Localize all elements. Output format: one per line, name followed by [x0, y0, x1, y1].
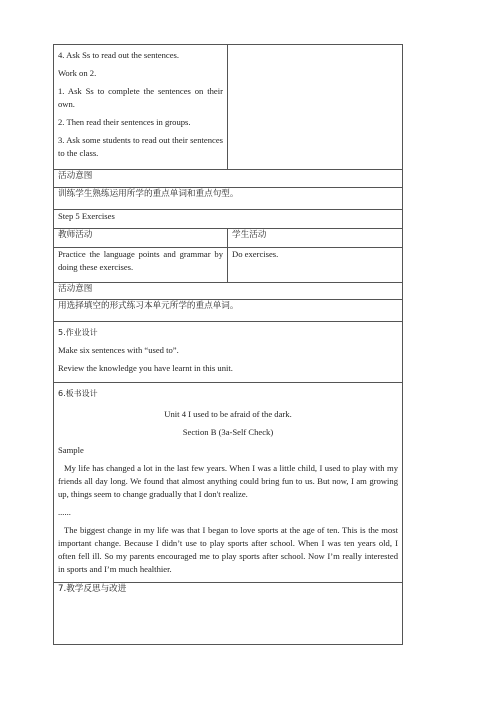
step4-line: 2. Then read their sentences in groups. — [58, 117, 191, 127]
intent1-text-row — [54, 188, 403, 210]
activity-header-row — [54, 229, 403, 248]
step5-title: Step 5 Exercises — [54, 210, 403, 229]
intent2-label-row — [54, 283, 403, 300]
step4-row — [54, 45, 403, 170]
step4-line: 3. Ask some students to read out their sentences to the class. — [58, 135, 223, 158]
student-activity-label: 学生活动 — [228, 229, 403, 248]
activity-intent-label: 活动意图 — [54, 283, 403, 300]
ellipsis: ...... — [58, 507, 71, 517]
intent1-label-row — [54, 170, 403, 188]
homework-label: 5.作业设计 — [58, 328, 98, 337]
step4-line: 4. Ask Ss to read out the sentences. — [58, 50, 180, 60]
activity-intent-text: 用选择填空的形式练习本单元所学的重点单词。 — [54, 300, 403, 322]
sample-label: Sample — [58, 445, 84, 455]
homework-cell — [54, 322, 403, 383]
homework-row — [54, 322, 403, 383]
board-design-row — [54, 383, 403, 583]
homework-item: Make six sentences with “used to”. — [58, 345, 179, 355]
step5-row — [54, 210, 403, 229]
activity-intent-label: 活动意图 — [54, 170, 403, 188]
activity-content-row — [54, 248, 403, 283]
sample-paragraph: The biggest change in my life was that I began to love sports at the age of ten. This is the most important change. Because I didn’t use to play sports after school. When I was ten years old, I often fell ill. So my parents encouraged me to play sports after school. Now I’m really interested in sports and I’m much healthier. — [58, 525, 398, 574]
teacher-activity-label: 教师活动 — [54, 229, 228, 248]
intent2-text-row — [54, 300, 403, 322]
step4-line: 1. Ask Ss to complete the sentences on their own. — [58, 86, 223, 109]
board-title: Unit 4 I used to be afraid of the dark. — [164, 409, 292, 419]
board-subtitle: Section B (3a-Self Check) — [182, 427, 274, 437]
teacher-activity-text: Practice the language points and grammar by doing these exercises. — [54, 248, 228, 283]
step4-line: Work on 2. — [58, 68, 97, 78]
homework-item: Review the knowledge you have learnt in this unit. — [58, 363, 233, 373]
reflection-row — [54, 583, 403, 645]
step4-left-cell — [54, 45, 228, 170]
sample-paragraph: My life has changed a lot in the last few years. When I was a little child, I used to play with my friends all day long. We found that almost anything could bring fun to us. But now, I am growing up, things seem to change gradually that I don't realize. — [58, 463, 398, 499]
board-design-label: 6.板书设计 — [58, 389, 98, 398]
board-design-cell — [54, 383, 403, 583]
lesson-plan-table — [53, 44, 403, 645]
activity-intent-text: 训练学生熟练运用所学的重点单词和重点句型。 — [54, 188, 403, 210]
step4-right-cell — [228, 45, 403, 170]
reflection-label: 7.教学反思与改进 — [54, 583, 403, 645]
student-activity-text: Do exercises. — [228, 248, 403, 283]
